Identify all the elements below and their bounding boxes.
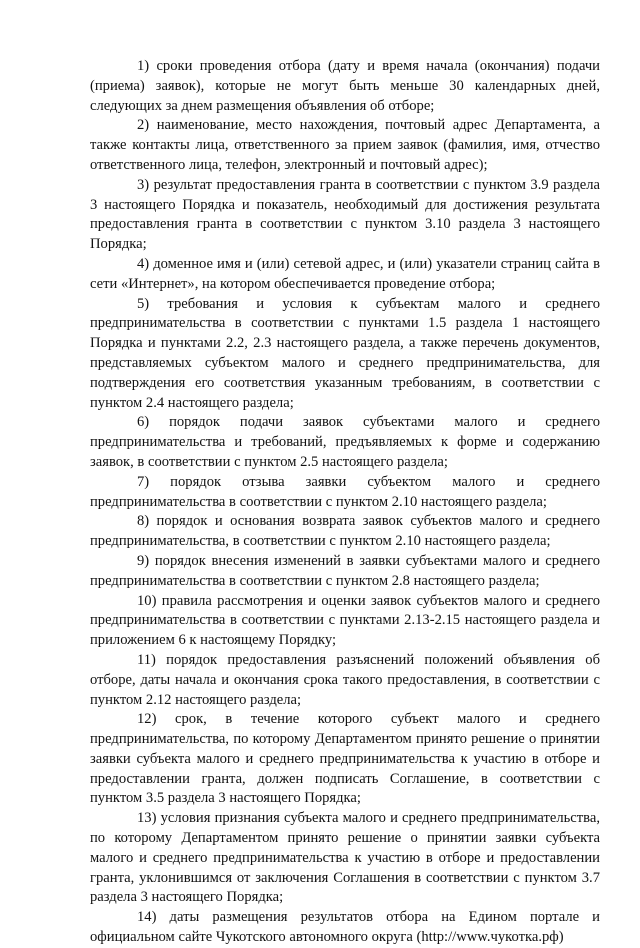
- paragraph-item-14: 14) даты размещения результатов отбора на Едином портале и официальном сайте Чукотского автономного округа (http://www.чукотка.рф): [90, 909, 600, 946]
- paragraph-item-11: 11) порядок предоставления разъяснений положений объявления об отборе, даты начала и окончания срока такого предоставления, в соответствии с пунктом 2.12 настоящего раздела;: [90, 651, 600, 708]
- paragraph-item-8: 8) порядок и основания возврата заявок субъектов малого и среднего предпринимательства, в соответствии с пунктом 2.10 настоящего раздела;: [90, 513, 600, 550]
- paragraph-item-5: 5) требования и условия к субъектам малого и среднего предпринимательства в соответствии с пунктами 1.5 раздела 1 настоящего Порядка и пунктами 2.2, 2.3 настоящего раздела, а также перечень документов, представляемых субъектом малого и среднего предпринимательства, для подтверждения его соответствия указанным требованиям, в соответствии с пунктом 2.4 настоящего раздела;: [90, 295, 600, 411]
- paragraph-item-7: 7) порядок отзыва заявки субъектом малого и среднего предпринимательства в соответствии с пунктом 2.10 настоящего раздела;: [90, 473, 600, 510]
- paragraph-item-9: 9) порядок внесения изменений в заявки субъектами малого и среднего предпринимательства в соответствии с пунктом 2.8 настоящего раздела;: [90, 552, 600, 589]
- paragraph-item-1: 1) сроки проведения отбора (дату и время начала (окончания) подачи (приема) заявок), которые не могут быть меньше 30 календарных дней, следующих за днем размещения объявления об отборе;: [90, 58, 600, 114]
- paragraph-item-12: 12) срок, в течение которого субъект малого и среднего предпринимательства, по которому Департаментом принято решение о принятии заявки субъекта малого и среднего предпринимательства к участию в отборе и предоставлении гранта, должен подписать Соглашение, в соответствии с пунктом 3.5 раздела 3 настоящего Порядка;: [90, 711, 600, 807]
- paragraph-item-13: 13) условия признания субъекта малого и среднего предпринимательства, по которому Департаментом принято решение о принятии заявки субъекта малого и среднего предпринимательства к участию в отборе и предоставлении гранта, уклонившимся от заключения Соглашения в соответствии с пунктом 3.7 раздела 3 настоящего Порядка;: [90, 810, 600, 906]
- paragraph-item-10: 10) правила рассмотрения и оценки заявок субъектов малого и среднего предпринимательства в соответствии с пунктами 2.13-2.15 настоящего раздела и приложением 6 к настоящему Порядку;: [90, 592, 600, 649]
- document-page: [90, 57, 600, 948]
- paragraph-item-4: 4) доменное имя и (или) сетевой адрес, и (или) указатели страниц сайта в сети «Интернет», на котором обеспечивается проведение отбора;: [90, 255, 600, 292]
- paragraph-item-6: 6) порядок подачи заявок субъектами малого и среднего предпринимательства и требований, предъявляемых к форме и содержанию заявок, в соответствии с пунктом 2.5 настоящего раздела;: [90, 414, 600, 470]
- paragraph-item-2: 2) наименование, место нахождения, почтовый адрес Департамента, а также контакты лица, ответственного за прием заявок (фамилия, имя, отчество ответственного лица, телефон, электронный и почтовый адрес);: [90, 117, 600, 173]
- paragraph-item-3: 3) результат предоставления гранта в соответствии с пунктом 3.9 раздела 3 настоящего Порядка и показатель, необходимый для достижения результата предоставления гранта в соответствии с пунктом 3.10 раздела 3 настоящего Порядка;: [90, 176, 600, 253]
